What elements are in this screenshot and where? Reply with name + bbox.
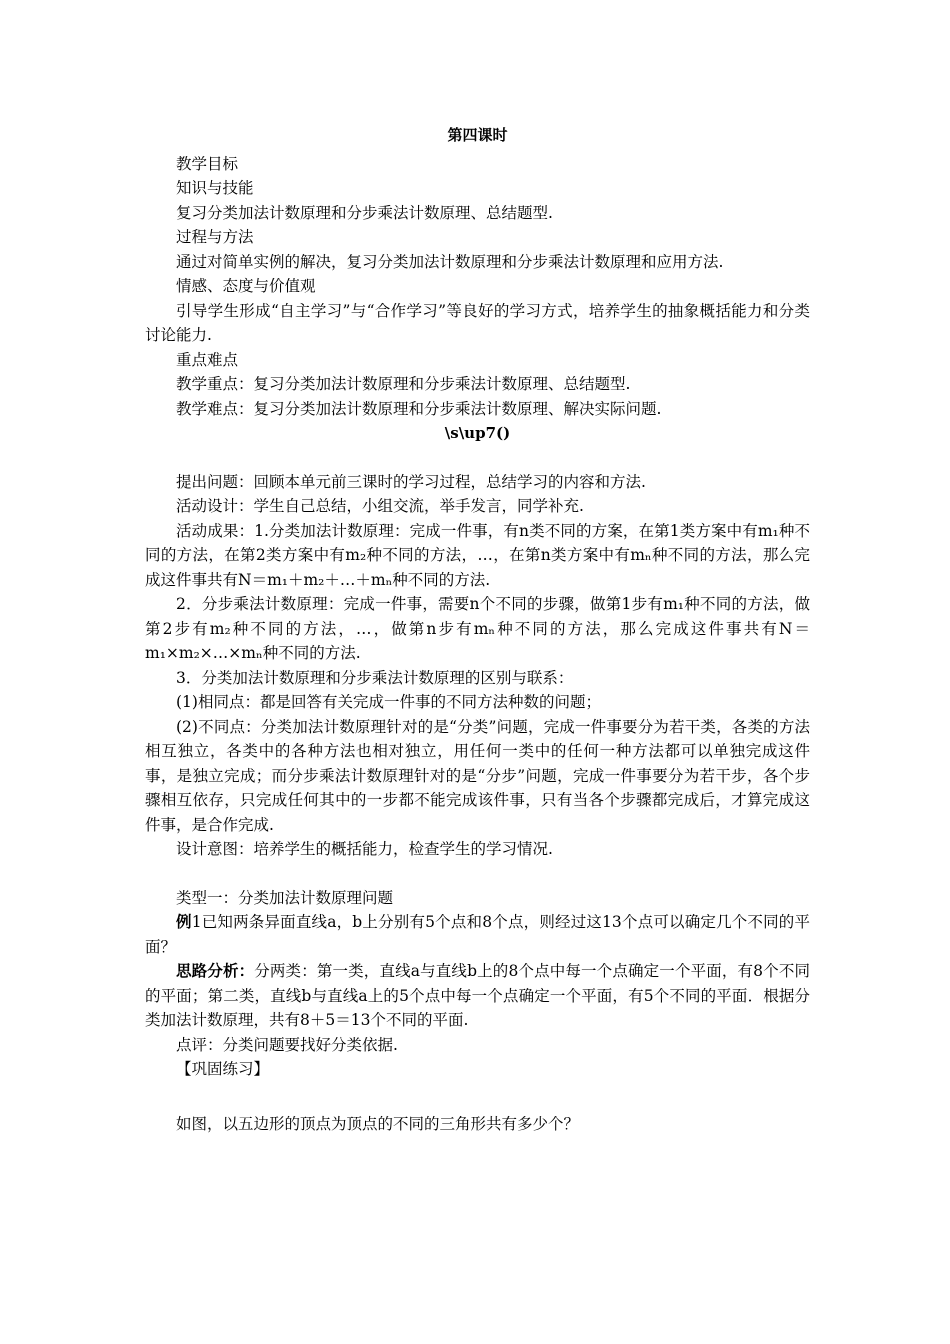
difficulty-text: 教学难点：复习分类加法计数原理和分步乘法计数原理、解决实际问题. xyxy=(176,399,662,418)
blank-line xyxy=(145,862,810,886)
focus-text: 教学重点：复习分类加法计数原理和分步乘法计数原理、总结题型. xyxy=(176,375,631,393)
review-activity: 活动设计：学生自己总结，小组交流，举手发言，同学补充. xyxy=(176,497,584,515)
analysis xyxy=(145,959,810,1033)
review-intent: 设计意图：培养学生的概括能力，检查学生的学习情况. xyxy=(176,840,553,858)
knowledge-text: 复习分类加法计数原理和分步乘法计数原理、总结题型. xyxy=(176,203,553,222)
knowledge-heading: 知识与技能 xyxy=(176,179,254,197)
objectives-heading: 教学目标 xyxy=(176,154,239,173)
analysis-label: 思路分析： xyxy=(176,962,255,980)
lesson-title: 第四课时 xyxy=(447,126,508,144)
practice-question: 如图，以五边形的顶点为顶点的不同的三角形共有多少个？ xyxy=(176,1114,580,1133)
review-result-1: 活动成果：1.分类加法计数原理：完成一件事，有n类不同的方案，在第1类方案中有m₁种不同的方法，在第2类方案中有m₂种不同的方法，…，在第n类方案中有mₙ种不同的方法，那么完成这件事共有N＝m₁＋m₂＋…＋mₙ种不同的方法. xyxy=(145,521,810,589)
review-result-3: 3．分类加法计数原理和分步乘法计数原理的区别与联系： xyxy=(176,668,574,687)
blank-line xyxy=(145,446,810,470)
example-1 xyxy=(145,910,810,959)
key-points-heading: 重点难点 xyxy=(176,350,239,369)
type1-heading: 类型一：分类加法计数原理问题 xyxy=(176,888,394,907)
process-heading: 过程与方法 xyxy=(176,228,254,246)
attitude-heading: 情感、态度与价值观 xyxy=(176,277,316,295)
review-same: (1)相同点：都是回答有关完成一件事的不同方法种数的问题； xyxy=(176,693,601,711)
review-result-2: 2．分步乘法计数原理：完成一件事，需要n个不同的步骤，做第1步有m₁种不同的方法，做第2步有m₂种不同的方法，…，做第n步有mₙ种不同的方法，那么完成这件事共有N＝m₁×m₂×…×mₙ种不同的方法. xyxy=(145,595,810,662)
review-question: 提出问题：回顾本单元前三课时的学习过程，总结学习的内容和方法. xyxy=(176,472,646,491)
comment: 点评：分类问题要找好分类依据. xyxy=(176,1035,398,1054)
document-page xyxy=(145,123,810,1136)
blank-line xyxy=(145,1082,810,1112)
process-text: 通过对简单实例的解决，复习分类加法计数原理和分步乘法计数原理和应用方法. xyxy=(176,252,724,271)
field-code: \s\up7() xyxy=(444,424,511,442)
analysis-text: 分两类：第一类，直线a与直线b上的8个点中每一个点确定一个平面，有8个不同的平面；第二类，直线b与直线a上的5个点中每一个点确定一个平面，有5个不同的平面．根据分类加法计数原理，共有8＋5＝13个不同的平面. xyxy=(145,962,810,1029)
example-text: 1已知两条异面直线a，b上分别有5个点和8个点，则经过这13个点可以确定几个不同的平面？ xyxy=(145,913,810,956)
example-label: 例 xyxy=(176,913,192,931)
review-diff: (2)不同点：分类加法计数原理针对的是“分类”问题，完成一件事要分为若干类，各类的方法相互独立，各类中的各种方法也相对独立，用任何一类中的任何一种方法都可以单独完成这件事，是独立完成；而分步乘法计数原理针对的是“分步”问题，完成一件事要分为若干步，各个步骤相互依存，只完成任何其中的一步都不能完成该件事，只有当各个步骤都完成后，才算完成这件事，是合作完成. xyxy=(145,717,810,834)
practice-heading: 【巩固练习】 xyxy=(176,1060,270,1078)
attitude-text: 引导学生形成“自主学习”与“合作学习”等良好的学习方式，培养学生的抽象概括能力和分类讨论能力. xyxy=(145,301,810,344)
